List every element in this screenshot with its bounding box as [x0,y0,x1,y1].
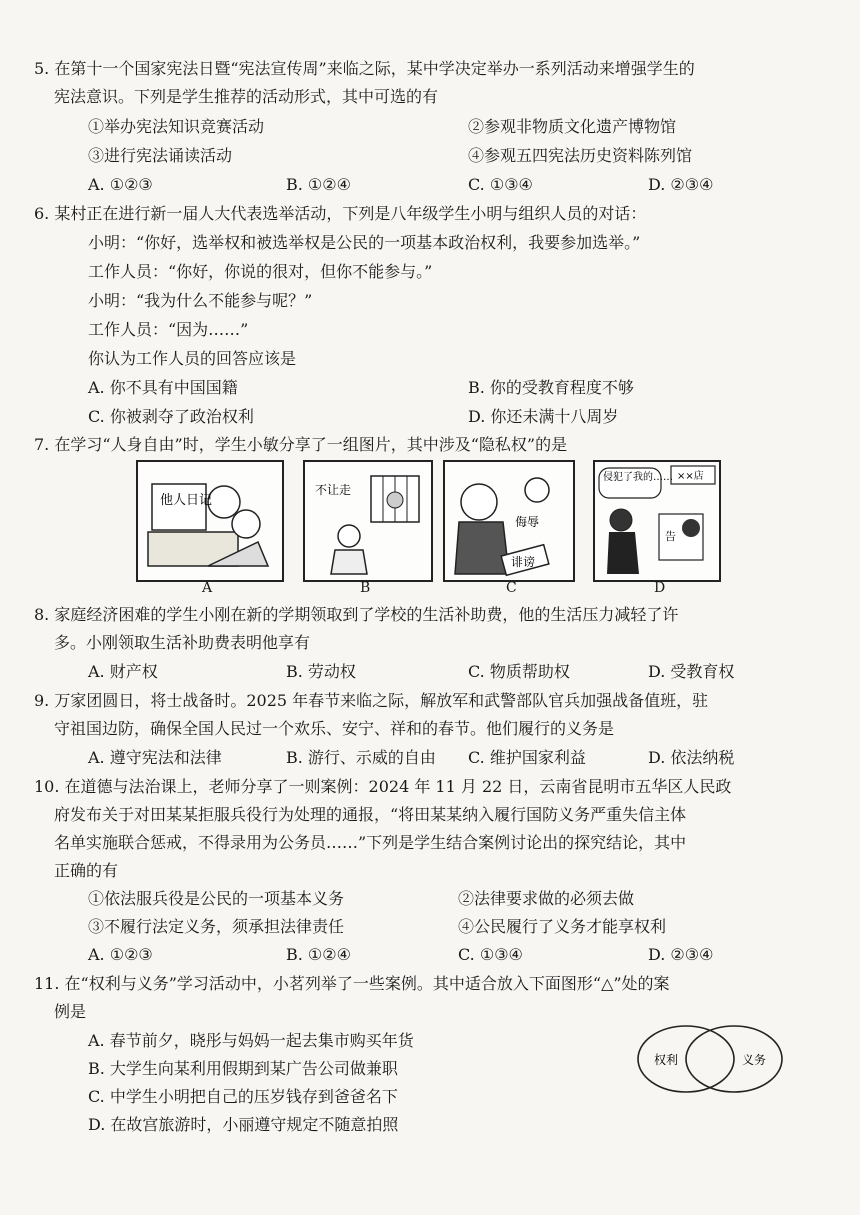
q8-stem-line2: 多。小刚领取生活补助费表明他享有 [54,633,311,652]
q8-option-c: C. 物质帮助权 [468,662,570,681]
q7-image-a [136,460,284,582]
q10-statement-3: ③不履行法定义务，须承担法律责任 [88,917,345,936]
q11-option-a: A. 春节前夕，晓彤与妈妈一起去集市购买年货 [88,1031,414,1050]
q10-statement-1: ①依法服兵役是公民的一项基本义务 [88,889,345,908]
q9-stem-line2: 守祖国边防，确保全国人民过一个欢乐、安宁、祥和的春节。他们履行的义务是 [54,719,615,738]
q5-statement-2: ②参观非物质文化遗产博物馆 [468,117,677,136]
q11-venn-diagram [634,1022,786,1096]
q5-statement-4: ④参观五四宪法历史资料陈列馆 [468,146,693,165]
q10-option-b: B. ①②④ [286,945,351,964]
q6-dialog-4: 工作人员：“因为……” [88,320,249,339]
q11-stem-line1: 11. 在“权利与义务”学习活动中，小茗列举了一些案例。其中适合放入下面图形“△”处的案 [34,974,670,993]
q10-statement-4: ④公民履行了义务才能享权利 [458,917,667,936]
q10-stem-line4: 正确的有 [54,861,119,880]
q9-stem-line1: 9. 万家团圆日，将士战备时。2025 年春节来临之际，解放军和武警部队官兵加强战备值班，驻 [34,691,709,710]
venn-right-label: 义务 [742,1053,767,1067]
q9-option-b: B. 游行、示威的自由 [286,748,436,767]
q8-option-b: B. 劳动权 [286,662,356,681]
q11-stem-line2: 例是 [54,1002,87,1021]
q7-image-c-caption-2: 诽谤 [511,555,536,569]
q7-image-a-caption-1: 他人日记 [160,493,213,508]
q6-dialog-3: 小明：“我为什么不能参与呢？” [88,291,313,310]
q10-stem-line1: 10. 在道德与法治课上，老师分享了一则案例：2024 年 11 月 22 日，云南省昆明市五华区人民政 [34,777,732,796]
q7-label-c: C [506,580,517,596]
q9-option-d: D. 依法纳税 [648,748,735,767]
q6-prompt: 你认为工作人员的回答应该是 [88,349,297,368]
q6-option-b: B. 你的受教育程度不够 [468,378,634,397]
q6-option-c: C. 你被剥夺了政治权利 [88,407,254,426]
q5-stem-line1: 5. 在第十一个国家宪法日暨“宪法宣传周”来临之际，某中学决定举办一系列活动来增强学生的 [34,59,695,78]
q7-label-d: D [654,580,666,596]
q7-image-c [443,460,575,582]
q9-option-c: C. 维护国家利益 [468,748,586,767]
q6-dialog-2: 工作人员：“你好，你说的很对，但你不能参与。” [88,262,433,281]
q11-option-c: C. 中学生小明把自己的压岁钱存到爸爸名下 [88,1087,398,1106]
q11-option-d: D. 在故宫旅游时，小丽遵守规定不随意拍照 [88,1115,399,1134]
q7-image-b [303,460,433,582]
q6-option-a: A. 你不具有中国国籍 [88,378,238,397]
q7-image-b-caption: 不让走 [315,483,352,497]
q7-image-d [593,460,721,582]
q6-dialog-1: 小明：“你好，选举权和被选举权是公民的一项基本政治权利，我要参加选举。” [88,233,641,252]
q10-stem-line2: 府发布关于对田某某拒服兵役行为处理的通报，“将田某某纳入履行国防义务严重失信主体 [54,805,687,824]
q5-stem-line2: 宪法意识。下列是学生推荐的活动形式，其中可选的有 [54,87,439,106]
q6-stem-line1: 6. 某村正在进行新一届人大代表选举活动，下列是八年级学生小明与组织人员的对话： [34,204,647,223]
q5-statement-1: ①举办宪法知识竞赛活动 [88,117,265,136]
q7-label-a: A [202,580,213,596]
q5-option-a: A. ①②③ [88,175,153,194]
q8-option-d: D. 受教育权 [648,662,735,681]
venn-left-label: 权利 [654,1053,679,1067]
q7-stem: 7. 在学习“人身自由”时，学生小敏分享了一组图片，其中涉及“隐私权”的是 [34,435,568,454]
q10-statement-2: ②法律要求做的必须去做 [458,889,635,908]
q5-option-b: B. ①②④ [286,175,351,194]
q5-option-d: D. ②③④ [648,175,714,194]
q10-stem-line3: 名单实施联合惩戒，不得录用为公务员……”下列是学生结合案例讨论出的探究结论，其中 [54,833,687,852]
q10-option-c: C. ①③④ [458,945,523,964]
q11-option-b: B. 大学生向某利用假期到某广告公司做兼职 [88,1059,398,1078]
q7-image-c-caption-1: 侮辱 [515,515,540,529]
q5-option-c: C. ①③④ [468,175,533,194]
q7-image-d-caption-3: 告 [665,530,676,543]
q7-image-d-caption-2: ××店 [677,471,704,482]
q10-option-d: D. ②③④ [648,945,714,964]
q5-statement-3: ③进行宪法诵读活动 [88,146,233,165]
q10-option-a: A. ①②③ [88,945,153,964]
q7-label-b: B [360,580,371,596]
q8-stem-line1: 8. 家庭经济困难的学生小刚在新的学期领取到了学校的生活补助费，他的生活压力减轻了许 [34,605,679,624]
q8-option-a: A. 财产权 [88,662,158,681]
q9-option-a: A. 遵守宪法和法律 [88,748,222,767]
q7-image-d-caption-1: 侵犯了我的…… [603,472,673,483]
q6-option-d: D. 你还未满十八周岁 [468,407,619,426]
